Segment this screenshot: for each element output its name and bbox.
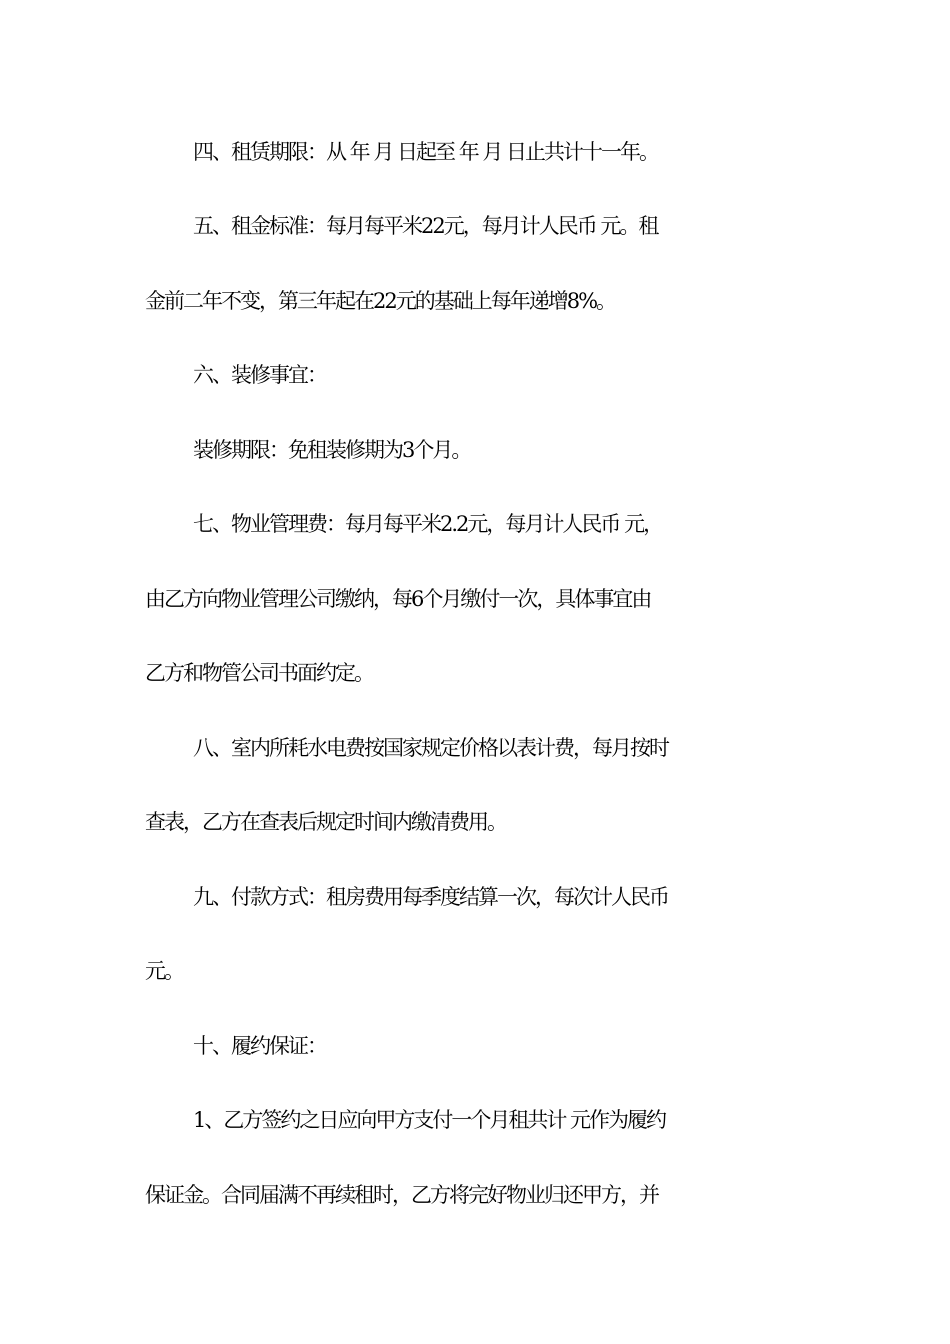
clause-9-payment-cont: 元。: [145, 959, 183, 983]
clause-9-payment: 九、付款方式：租房费用每季度结算一次，每次计人民币: [193, 885, 668, 909]
clause-7-property-fee-cont-2: 乙方和物管公司书面约定。: [145, 661, 373, 685]
clause-10-deposit: 十、履约保证：: [193, 1034, 326, 1058]
clause-5-rent-standard: 五、租金标准：每月每平米22元，每月计人民币 元。租: [193, 214, 658, 238]
clause-5-rent-standard-cont: 金前二年不变，第三年起在22元的基础上每年递增8%。: [145, 289, 616, 313]
clause-8-utilities: 八、室内所耗水电费按国家规定价格以表计费，每月按时: [193, 736, 668, 760]
clause-8-utilities-cont: 查表，乙方在查表后规定时间内缴清费用。: [145, 810, 506, 834]
clause-6-renovation: 六、装修事宜：: [193, 363, 326, 387]
clause-10-item-1-cont: 保证金。合同届满不再续租时，乙方将完好物业归还甲方，并: [145, 1183, 658, 1207]
clause-10-item-1: 1、乙方签约之日应向甲方支付一个月租共计 元作为履约: [193, 1108, 666, 1132]
renovation-period: 装修期限：免租装修期为3个月。: [193, 438, 471, 462]
clause-4-lease-term: 四、租赁期限：从 年 月 日起至 年 月 日止共计十一年。: [193, 140, 659, 164]
clause-7-property-fee: 七、物业管理费：每月每平米2.2元，每月计人民币 元，: [193, 512, 663, 536]
clause-7-property-fee-cont-1: 由乙方向物业管理公司缴纳，每6个月缴付一次，具体事宜由: [145, 587, 651, 611]
